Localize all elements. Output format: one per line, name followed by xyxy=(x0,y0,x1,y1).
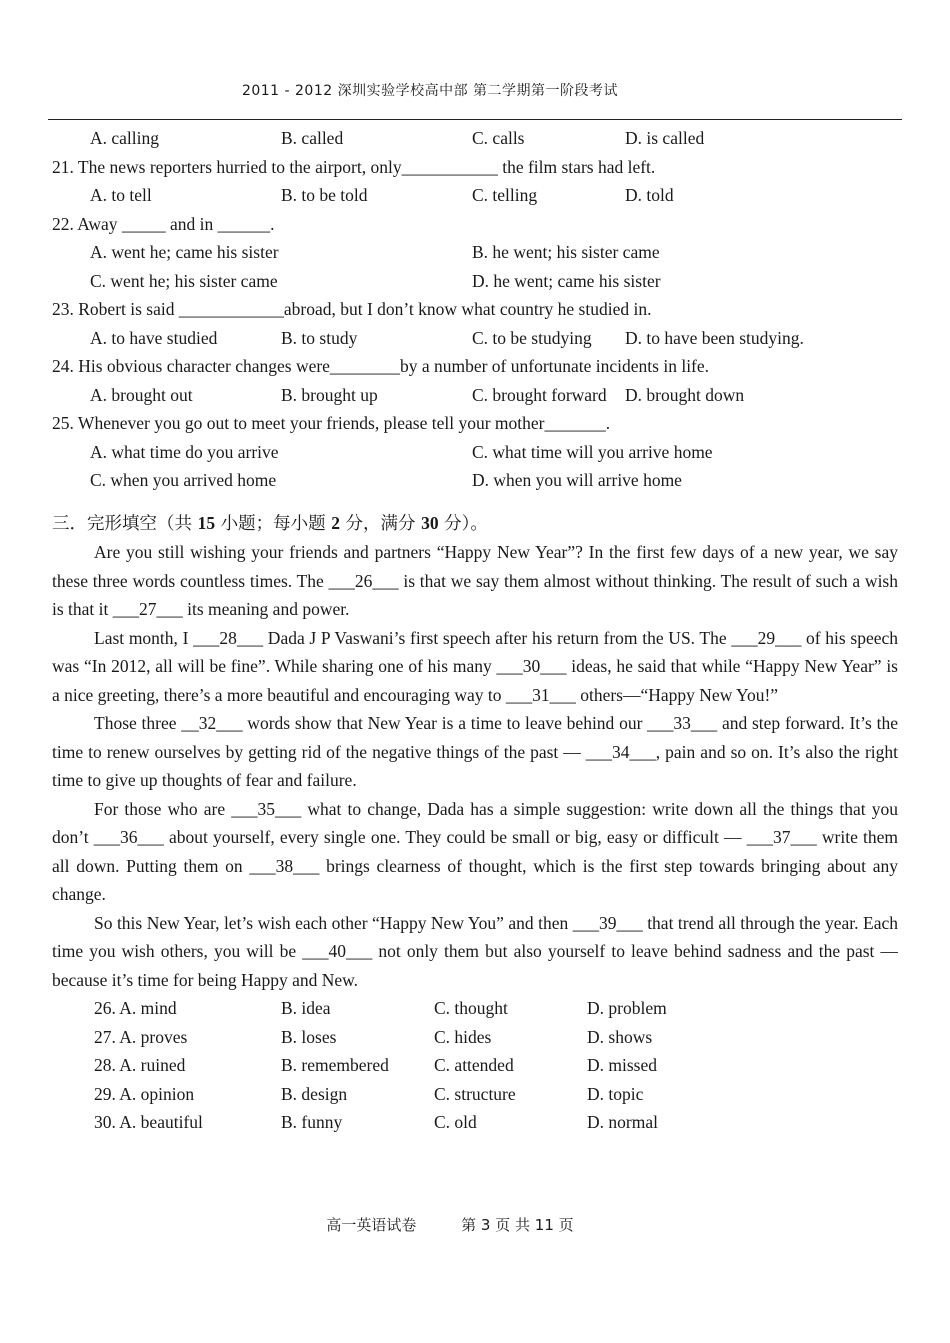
q25-options-row2 xyxy=(52,466,898,495)
q22-option-d: D. he went; came his sister xyxy=(472,270,661,291)
section3-heading xyxy=(52,509,898,539)
q22-option-a: A. went he; came his sister xyxy=(90,242,279,262)
q29-option-d: D. topic xyxy=(587,1083,644,1104)
q25-stem: 25. Whenever you go out to meet your friends, please tell your mother_______. xyxy=(52,413,611,433)
q24-options xyxy=(52,381,898,410)
footer-subject: 高一英语试卷 xyxy=(326,1216,417,1234)
q27-option-c: C. hides xyxy=(434,1026,492,1047)
q22-option-b: B. he went; his sister came xyxy=(472,242,660,262)
q26-option-d: D. problem xyxy=(587,998,667,1018)
q26-option-c: C. thought xyxy=(434,998,508,1018)
q21-option-d: D. told xyxy=(625,185,674,205)
q30-option-d: D. normal xyxy=(587,1112,658,1132)
q20-options xyxy=(52,124,898,153)
q30-option-a: 30. A. beautiful xyxy=(94,1112,203,1132)
q20-option-d: D. is called xyxy=(625,128,705,148)
q28-option-c: C. attended xyxy=(434,1055,514,1075)
q30-option-b: B. funny xyxy=(281,1112,343,1132)
q28-option-d: D. missed xyxy=(587,1055,657,1075)
cloze-options-27 xyxy=(52,1023,898,1052)
q24-option-d: D. brought down xyxy=(625,384,745,405)
exam-header: 2011 - 2012 深圳实验学校高中部 第二学期第一阶段考试 xyxy=(241,83,619,99)
passage-paragraph-2: Last month, I ___28___ Dada J P Vaswani’s first speech after his return from the US. The ___29___ of his speech was “In 2012, all will be fine”. While sharing one of his many ___30___ ideas, he said that while “Happy New Year” is a nice greeting, there’s a more beautiful and encouraging way to ___31___ others—“Happy New You!” xyxy=(52,627,898,705)
q24-option-c: C. brought forward xyxy=(472,384,607,405)
q23-option-b: B. to study xyxy=(281,327,358,348)
cloze-options-28 xyxy=(52,1051,898,1080)
q25-option-a: A. what time do you arrive xyxy=(90,441,279,462)
q25-options-row1 xyxy=(52,438,898,467)
section3-mid2: 分，满分 xyxy=(339,513,422,534)
q22-options-row1 xyxy=(52,238,898,267)
passage-paragraph-5: So this New Year, let’s wish each other “Happy New You” and then ___39___ that trend all through the year. Each time you wish others, you will be ___40___ not only them but also yourself to leave behind sadness and the past — because it’s time for being Happy and New. xyxy=(52,912,898,990)
section3-suffix: 分）。 xyxy=(438,513,488,534)
q30-option-c: C. old xyxy=(434,1112,477,1132)
q24-stem: 24. His obvious character changes were________by a number of unfortunate incidents in life. xyxy=(52,356,710,376)
section3-total: 30 xyxy=(421,512,439,533)
footer-page-number: 第 3 页 共 11 页 xyxy=(461,1216,574,1234)
q25-option-c2: C. when you arrived home xyxy=(90,470,277,490)
q29-option-c: C. structure xyxy=(434,1083,516,1104)
q27-option-b: B. loses xyxy=(281,1026,337,1047)
page-footer xyxy=(0,1214,900,1235)
q23-option-c: C. to be studying xyxy=(472,327,592,348)
q21-option-a: A. to tell xyxy=(90,185,152,205)
q22-option-c: C. went he; his sister came xyxy=(90,270,278,291)
section3-prefix: 三．完形填空（共 xyxy=(52,513,198,534)
q21-stem: 21. The news reporters hurried to the airport, only___________ the film stars had left. xyxy=(52,156,656,177)
q26-option-b: B. idea xyxy=(281,998,331,1018)
q24-option-a: A. brought out xyxy=(90,384,193,405)
q23-stem: 23. Robert is said ____________abroad, but I don’t know what country he studied in. xyxy=(52,299,652,319)
q26-option-a: 26. A. mind xyxy=(94,998,177,1018)
cloze-options-29 xyxy=(52,1080,898,1109)
q27-option-d: D. shows xyxy=(587,1026,653,1047)
q29-option-a: 29. A. opinion xyxy=(94,1083,195,1104)
section3-points: 2 xyxy=(331,512,340,533)
q20-option-c: C. calls xyxy=(472,128,525,148)
passage-paragraph-1: Are you still wishing your friends and partners “Happy New Year”? In the first few days of a new year, we say these three words countless times. The ___26___ is that we say them almost without thinking. The result of such a wish is that it ___27___ its meaning and power. xyxy=(52,542,898,619)
q25-option-c1: C. what time will you arrive home xyxy=(472,441,713,462)
q21-options xyxy=(52,181,898,210)
q23-option-d: D. to have been studying. xyxy=(625,327,804,348)
exam-content xyxy=(52,124,898,1137)
q27-option-a: 27. A. proves xyxy=(94,1026,188,1047)
q24-option-b: B. brought up xyxy=(281,384,378,405)
cloze-options-30 xyxy=(52,1108,898,1137)
section3-count: 15 xyxy=(197,512,216,533)
passage-paragraph-4: For those who are ___35___ what to change, Dada has a simple suggestion: write down all the things that you don’t ___36___ about yourself, every single one. They could be small or big, easy or difficult — ___37___ write them all down. Putting them on ___38___ brings clearness of thought, which is the first step towards bringing about any change. xyxy=(52,798,898,904)
q28-option-b: B. remembered xyxy=(281,1055,389,1075)
q25-option-d: D. when you will arrive home xyxy=(472,470,682,490)
q20-option-a: A. calling xyxy=(90,128,160,148)
q22-options-row2 xyxy=(52,267,898,296)
passage-paragraph-3: Those three __32___ words show that New Year is a time to leave behind our ___33___ and step forward. It’s the time to renew ourselves by getting rid of the negative things of the past — ___34___, pain and so on. It’s also the right time to give up thoughts of fear and failure. xyxy=(52,713,898,790)
q29-option-b: B. design xyxy=(281,1083,348,1104)
q22-stem: 22. Away _____ and in ______. xyxy=(52,213,275,234)
q21-option-b: B. to be told xyxy=(281,185,368,205)
cloze-options-26 xyxy=(52,994,898,1023)
q21-option-c: C. telling xyxy=(472,185,538,205)
q28-option-a: 28. A. ruined xyxy=(94,1055,186,1075)
q23-option-a: A. to have studied xyxy=(90,327,218,348)
q23-options xyxy=(52,324,898,353)
q20-option-b: B. called xyxy=(281,128,344,148)
header-rule xyxy=(48,119,902,120)
section3-mid1: 小题；每小题 xyxy=(215,513,332,534)
